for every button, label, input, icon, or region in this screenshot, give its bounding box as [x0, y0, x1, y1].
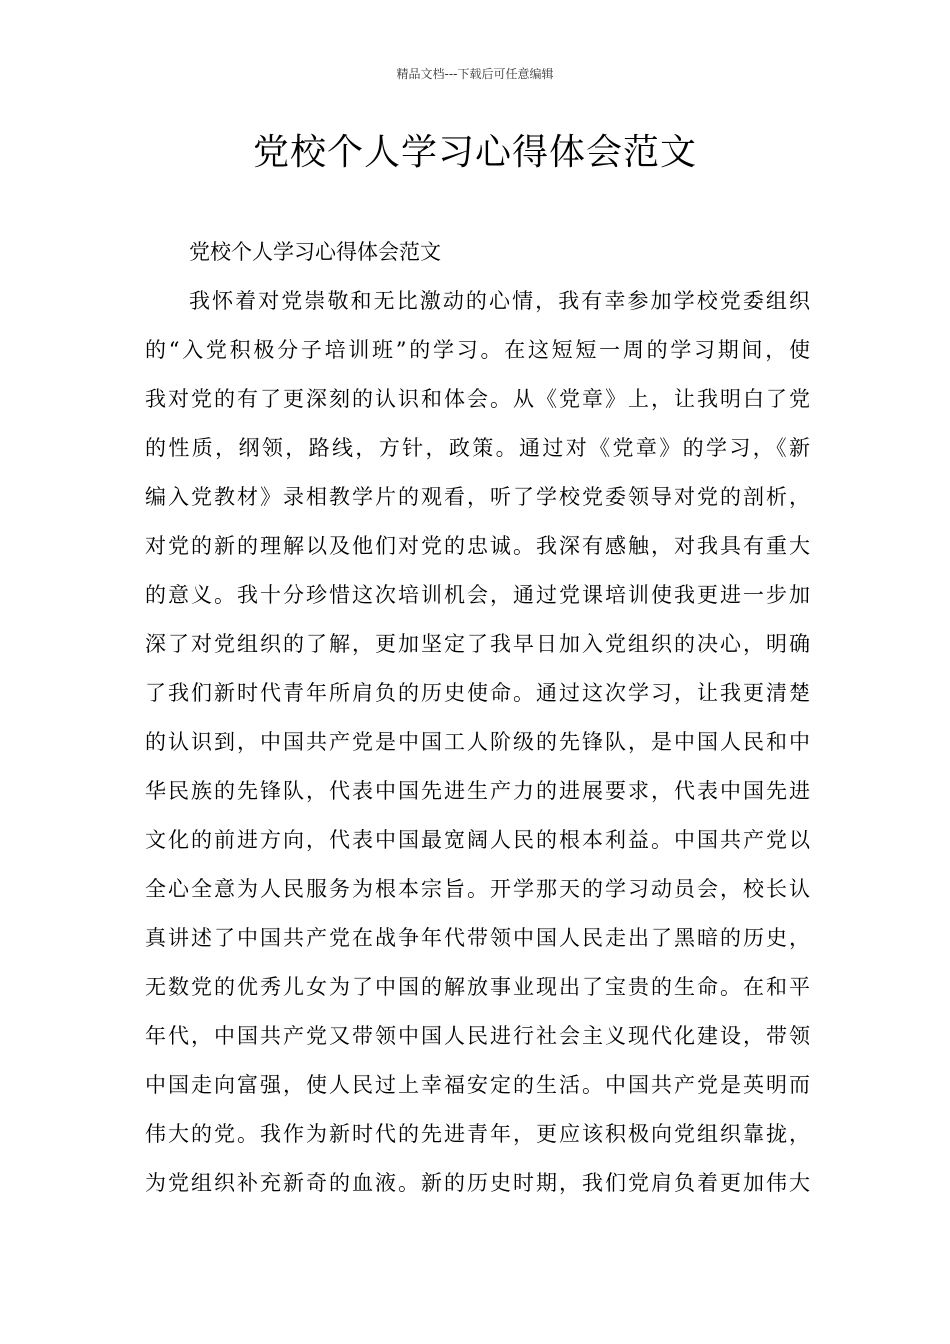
paragraph-line: 年代，中国共产党又带领中国人民进行社会主义现代化建设，带领: [145, 1024, 810, 1048]
document-subtitle-block: [145, 228, 810, 277]
paragraph-line: 我怀着对党崇敬和无比激动的心情，我有幸参加学校党委组织: [189, 289, 810, 313]
document-paragraph: [145, 277, 810, 1208]
paragraph-line: 为党组织补充新奇的血液。新的历史时期，我们党肩负着更加伟大: [145, 1171, 810, 1195]
paragraph-line: 无数党的优秀儿女为了中国的解放事业现出了宝贵的生命。在和平: [145, 975, 810, 999]
paragraph-line: 对党的新的理解以及他们对党的忠诚。我深有感触，对我具有重大: [145, 534, 810, 558]
paragraph-line: 的认识到，中国共产党是中国工人阶级的先锋队，是中国人民和中: [145, 730, 810, 754]
paragraph-line: 文化的前进方向，代表中国最宽阔人民的根本利益。中国共产党以: [145, 828, 810, 852]
paragraph-line: 华民族的先锋队，代表中国先进生产力的进展要求，代表中国先进: [145, 779, 810, 803]
paragraph-line: 的意义。我十分珍惜这次培训机会，通过党课培训使我更进一步加: [145, 583, 810, 607]
document-subtitle: 党校个人学习心得体会范文: [189, 240, 441, 264]
paragraph-line: 全心全意为人民服务为根本宗旨。开学那天的学习动员会，校长认: [145, 877, 810, 901]
paragraph-line: 编入党教材》录相教学片的观看，听了学校党委领导对党的剖析，: [145, 485, 810, 509]
paragraph-line: 伟大的党。我作为新时代的先进青年，更应该积极向党组织靠拢，: [145, 1122, 810, 1146]
paragraph-line: 中国走向富强，使人民过上幸福安定的生活。中国共产党是英明而: [145, 1073, 810, 1097]
paragraph-line: 我对党的有了更深刻的认识和体会。从《党章》上，让我明白了党: [145, 387, 810, 411]
header-note: 精品文档---下载后可任意编辑: [396, 67, 554, 81]
paragraph-line: 的性质，纲领，路线，方针，政策。通过对《党章》的学习，《新: [145, 436, 810, 460]
paragraph-line: 真讲述了中国共产党在战争年代带领中国人民走出了黑暗的历史，: [145, 926, 810, 950]
paragraph-line: 了我们新时代青年所肩负的历史使命。通过这次学习，让我更清楚: [145, 681, 810, 705]
paragraph-line: 深了对党组织的了解，更加坚定了我早日加入党组织的决心，明确: [145, 632, 810, 656]
paragraph-line: 的“入党积极分子培训班”的学习。在这短短一周的学习期间，使: [145, 338, 810, 362]
document-title: 党校个人学习心得体会范文: [252, 132, 697, 173]
